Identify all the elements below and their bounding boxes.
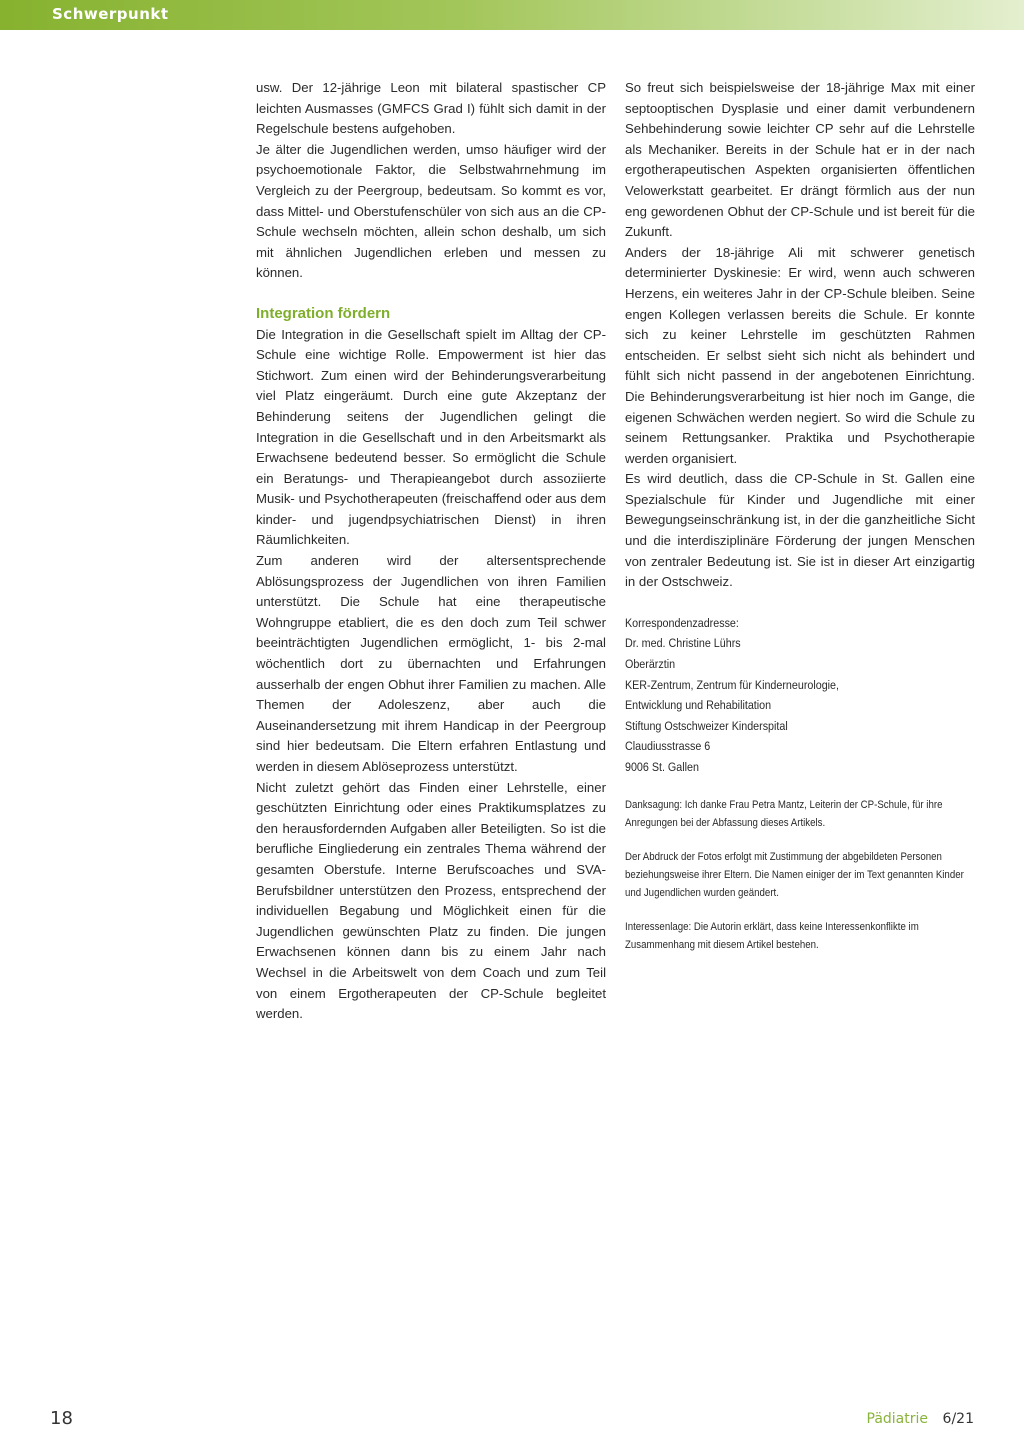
contact-line: KER-Zentrum, Zentrum für Kinderneurologie, xyxy=(625,677,840,692)
contact-line: Entwicklung und Rehabilitation xyxy=(625,698,772,713)
contact-line: Oberärztin xyxy=(625,657,676,672)
right-column xyxy=(625,78,975,954)
body-paragraph: Anders der 18-jährige Ali mit schwerer genetisch determinierter Dyskinesie: Er wird, wenn auch schweren Herzens, ein weiteres Jahr in der CP-Schule bleiben. Seine engen Kollegen verlassen bereits die Schule. Er konnte sich zu keiner Lehrstelle im geschützten Rahmen entscheiden. Er selbst sieht sich nicht als behindert und fühlt sich nicht passend in der angebotenen Einrichtung. Die Behinderungsverarbeitung ist hier noch im Gange, die eigenen Schwächen werden negiert. So wird die Schule zu seinem Rettungsanker. Praktika und Psychotherapie werden organisiert. xyxy=(625,244,975,466)
contact-line: Dr. med. Christine Lührs xyxy=(625,636,741,651)
contact-line: Claudiusstrasse 6 xyxy=(625,739,711,754)
body-paragraph: usw. Der 12-jährige Leon mit bilateral spastischer CP leichten Ausmasses (GMFCS Grad I) fühlt sich damit in der Regelschule bestens aufgehoben. xyxy=(256,80,606,137)
body-paragraph: Je älter die Jugendlichen werden, umso häufiger wird der psychoemotionale Faktor, die Selbstwahrnehmung im Vergleich zu der Peergroup, bedeutsam. So kommt es vor, dass Mittel- und Oberstufenschüler von sich aus an die CP-Schule wechseln möchten, allein schon deshalb, um sich mit ähnlichen Jugendlichen erleben und messen zu können. xyxy=(256,141,606,281)
contact-line: 9006 St. Gallen xyxy=(625,760,699,774)
section-title: Schwerpunkt xyxy=(52,5,169,23)
conflict-of-interest-note: Interessenlage: Die Autorin erklärt, dass keine Interessenkonflikte im Zusammenhang mit diesem Artikel bestehen. xyxy=(625,920,919,951)
body-paragraph: So freut sich beispielsweise der 18-jährige Max mit einer septooptischen Dysplasie und einer damit verbundenern Sehbehinderung sowie leichter CP sehr auf die Lehrstelle als Mechaniker. Bereits in der Schule hat er in der nach ergotherapeutischen Aspekten organisierten öffentlichen Velowerkstatt gearbeitet. Er drängt förmlich aus der nun eng gewordenen Obhut der CP-Schule und ist bereit für die Zukunft. xyxy=(625,80,975,240)
body-paragraph: Die Integration in die Gesellschaft spielt im Alltag der CP-Schule eine wichtige Rolle. Empowerment ist hier das Stichwort. Zum einen wird der Behinderungsverarbeitung viel Platz eingeräumt. Durch eine gute Akzeptanz der Behinderung seitens der Jugendlichen gelingt die Integration in die Gesellschaft und in den Arbeitsmarkt als Erwachsene bedeutend besser. So ermöglicht die Schule ein Beratungs- und Therapieangebot durch assoziierte Musik- und Psychotherapeuten (freischaffend oder aus dem kinder- und jugendpsychiatrischen Dienst) in ihren Räumlichkeiten. xyxy=(256,326,606,548)
photo-consent-note: Der Abdruck der Fotos erfolgt mit Zustimmung der abgebildeten Personen beziehungsweise ihrer Eltern. Die Namen einiger der im Text genannten Kinder und Jugendlichen wurden geändert. xyxy=(625,850,964,899)
body-paragraph: Zum anderen wird der altersentsprechende Ablösungsprozess der Jugendlichen von ihren Familien unterstützt. Die Schule hat eine therapeutische Wohngruppe etabliert, die es den doch zum Teil schwer beeinträchtigten Jugendlichen ermöglicht, 1- bis 2-mal wöchentlich dort zu übernachten und Erfahrungen ausserhalb der engen Obhut ihrer Familien zu machen. Alle Themen der Adoleszenz, aber auch die Auseinandersetzung mit ihrem Handicap in der Peergroup sind hier bedeutsam. Die Eltern erfahren Entlastung und werden in diesem Ablöseprozess unterstützt. xyxy=(256,553,606,774)
issue-number: 6/21 xyxy=(942,1411,974,1427)
left-column xyxy=(256,78,606,1025)
section-heading: Integration fördern xyxy=(256,304,391,322)
body-paragraph: Es wird deutlich, dass die CP-Schule in St. Gallen eine Spezialschule für Kinder und Jugendliche mit einer Bewegungseinschränkung ist, in der die ganzheitliche Sicht und die interdisziplinäre Förderung der jungen Menschen von zentraler Bedeutung ist. Sie ist in dieser Art einzigartig in der Ostschweiz. xyxy=(625,471,975,590)
body-paragraph: Nicht zuletzt gehört das Finden einer Lehrstelle, einer geschützten Einrichtung oder eines Praktikumsplatzes zu den herausfordernden Aufgaben aller Beteiligten. So ist die berufliche Eingliederung ein zentrales Thema während der gesamten Oberstufe. Interne Berufscoaches und SVA-Berufsbildner unterstützen den Prozess, entsprechend der individuellen Begabung und Möglichkeit einen für die Jugendlichen gewünschten Platz zu finden. Die jungen Erwachsenen können dann bis zu einem Jahr nach Wechsel in die Arbeitswelt von dem Coach und zum Teil von einem Ergotherapeuten der CP-Schule begleitet werden. xyxy=(256,779,606,1022)
correspondence-address xyxy=(625,613,975,778)
correspondence-label: Korrespondenzadresse: xyxy=(625,615,739,630)
page-number: 18 xyxy=(50,1408,73,1429)
acknowledgement-note: Danksagung: Ich danke Frau Petra Mantz, Leiterin der CP-Schule, für ihre Anregungen bei der Abfassung dieses Artikels. xyxy=(625,798,943,829)
contact-line: Stiftung Ostschweizer Kinderspital xyxy=(625,718,788,733)
section-header-bar xyxy=(0,0,1024,30)
journal-name: Pädiatrie xyxy=(866,1411,928,1427)
